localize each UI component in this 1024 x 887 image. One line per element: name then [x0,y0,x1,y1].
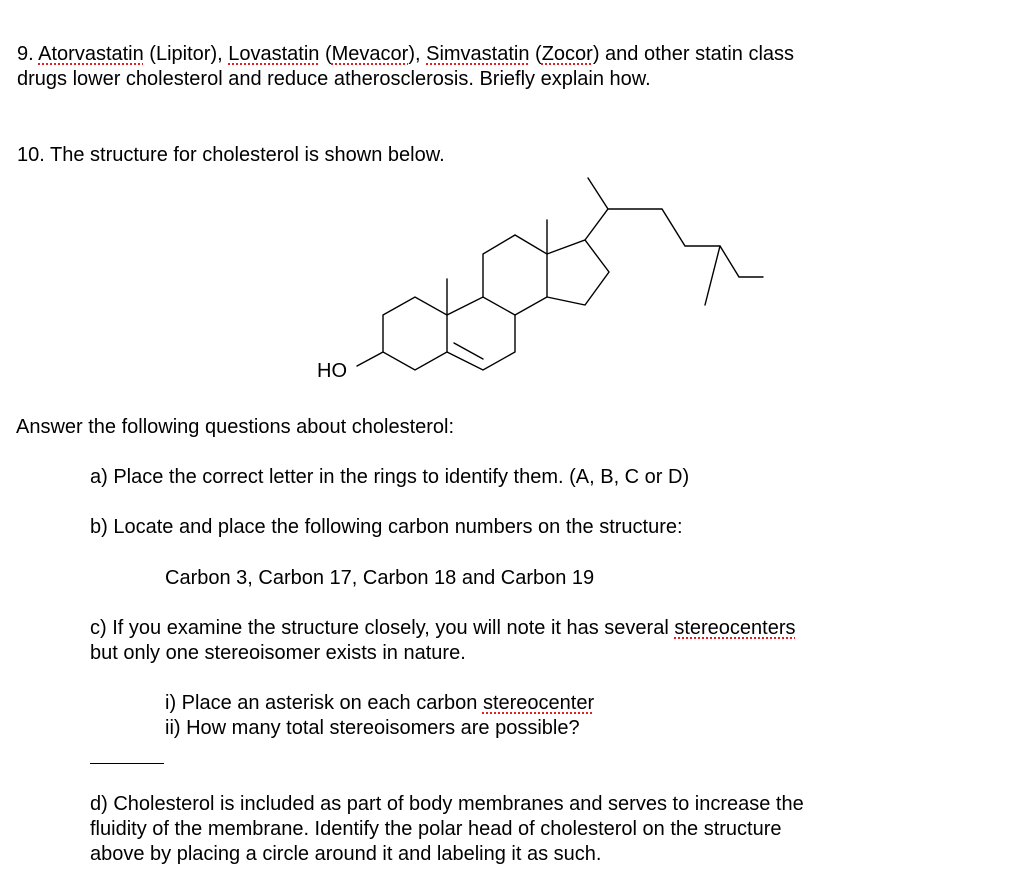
question-c-line-1 [90,616,796,640]
side-chain [585,209,763,277]
structure-bonds [357,178,763,370]
question-d-line-3: above by placing a circle around it and labeling it as such. [90,843,602,865]
ring-b [447,297,515,370]
answer-blank-line [90,763,164,764]
drug-name-simvastatin: Simvastatin [426,43,530,65]
methyl-c21 [588,178,608,209]
questions-prompt: Answer the following questions about cholesterol: [16,416,455,438]
word-stereocenters: stereocenters [674,617,796,639]
brand-name-mevacor: Mevacor [331,43,409,65]
drug-name-atorvastatin: Atorvastatin [38,43,144,65]
question-d-line-2: fluidity of the membrane. Identify the polar head of cholesterol on the structure [90,818,782,840]
question-b-items: Carbon 3, Carbon 17, Carbon 18 and Carbon 19 [165,567,595,589]
hydroxyl-bond [357,352,383,366]
question-10-intro: 10. The structure for cholesterol is shown below. [17,144,445,166]
ring-b-double-bond [454,343,483,359]
ring-d [547,240,609,305]
question-9-rest: and other statin class [599,43,795,65]
ring-a [383,297,447,370]
question-a: a) Place the correct letter in the rings to identify them. (A, B, C or D) [90,466,690,488]
question-9-number: 9. [17,43,34,65]
question-b: b) Locate and place the following carbon numbers on the structure: [90,516,683,538]
question-c-i [165,691,594,715]
question-c-line-2: but only one stereoisomer exists in nature. [90,642,466,664]
question-c-i-text: i) Place an asterisk on each carbon [165,692,483,714]
question-9-line-2: drugs lower cholesterol and reduce atherosclerosis. Briefly explain how. [17,68,651,90]
brand-name-lipitor: Lipitor [155,43,211,65]
question-9-line-1: 9. Atorvastatin (Lipitor), Lovastatin (Mevacor), Simvastatin (Zocor) and other statin class [17,43,795,65]
word-stereocenter: stereocenter [482,692,595,714]
question-c-text: c) If you examine the structure closely, you will note it has several [90,617,675,639]
side-chain-methyl [705,246,720,305]
question-c-ii: ii) How many total stereoisomers are possible? [165,717,580,739]
drug-name-lovastatin: Lovastatin [228,43,320,65]
hydroxyl-label: HO [317,360,347,382]
question-d-line-1: d) Cholesterol is included as part of body membranes and serves to increase the [90,793,804,815]
brand-name-zocor: Zocor [541,43,593,65]
